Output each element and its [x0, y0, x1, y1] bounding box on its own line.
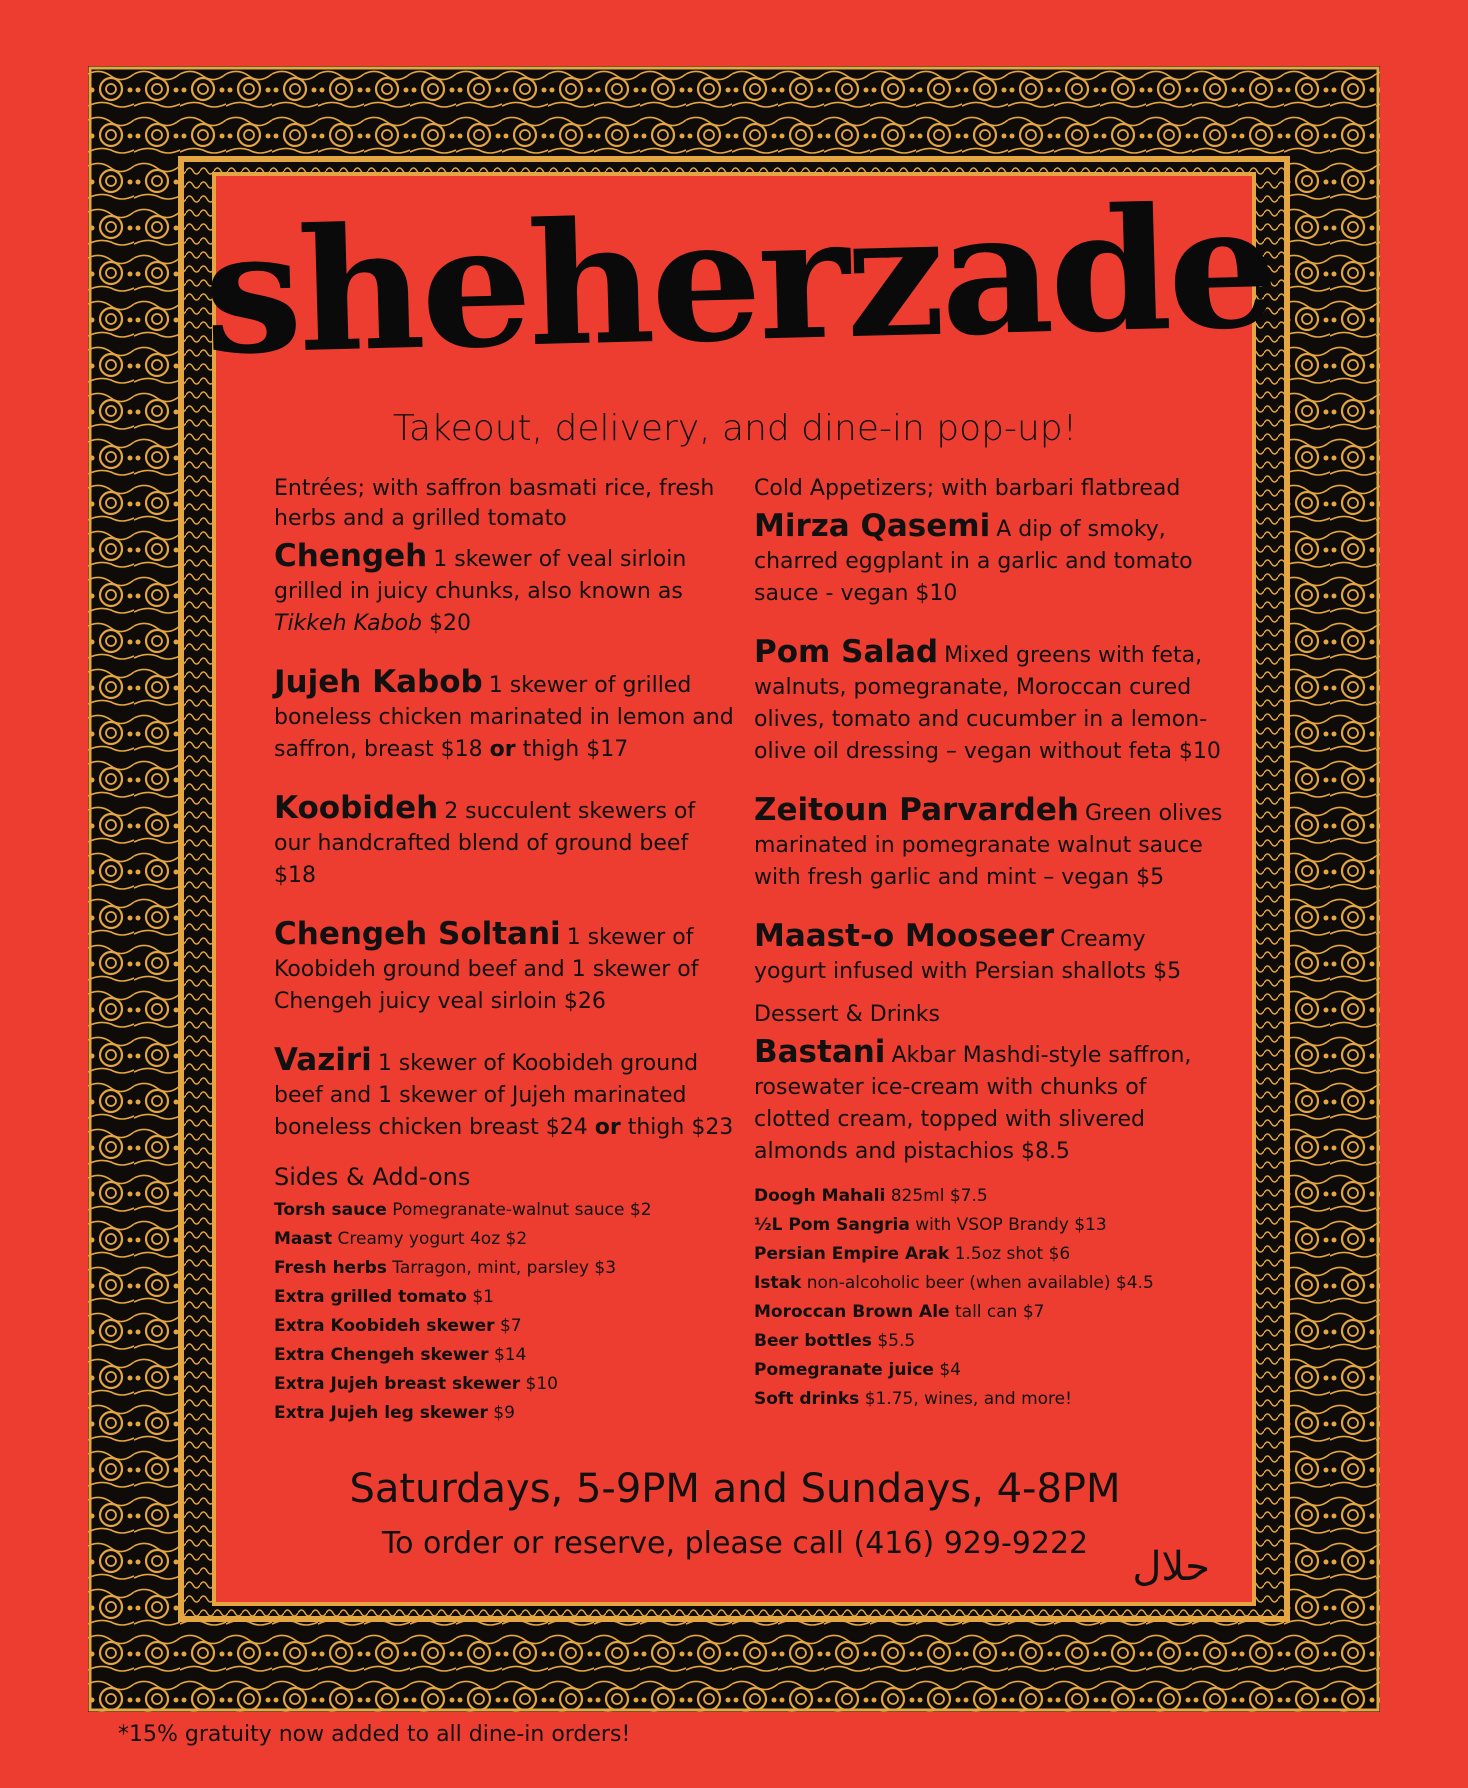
item-desc: Green olives marinated in pomegranate walnut sauce with fresh garlic and mint – vegan $5	[754, 801, 1223, 890]
item-desc2: thigh $23	[627, 1115, 734, 1140]
item-name: Zeitoun Parvardeh	[754, 792, 1079, 828]
side-desc: Tarragon, mint, parsley $3	[392, 1258, 617, 1278]
restaurant-title: sheherzade	[201, 167, 1278, 393]
side-name: Extra grilled tomato	[274, 1287, 467, 1307]
item-price: $20	[429, 611, 472, 636]
sides-list	[274, 1196, 734, 1428]
menu-item-chengeh-soltani	[274, 918, 734, 1018]
menu-item-mirza-qasemi	[754, 510, 1224, 610]
side-item	[274, 1225, 734, 1254]
drink-name: ½L Pom Sangria	[754, 1215, 910, 1235]
drink-item	[754, 1298, 1224, 1327]
drink-name: Doogh Mahali	[754, 1186, 886, 1206]
side-desc: $7	[499, 1316, 522, 1336]
item-or: or	[594, 1115, 621, 1140]
left-column	[274, 474, 734, 1428]
drink-name: Persian Empire Arak	[754, 1244, 950, 1264]
item-name: Pom Salad	[754, 634, 939, 670]
side-name: Torsh sauce	[274, 1200, 387, 1220]
gratuity-footnote: *15% gratuity now added to all dine-in orders!	[118, 1722, 631, 1747]
side-name: Extra Chengeh skewer	[274, 1345, 489, 1365]
side-name: Maast	[274, 1229, 333, 1249]
side-desc: $14	[493, 1345, 527, 1365]
drink-desc: 1.5oz shot $6	[954, 1244, 1071, 1264]
item-name: Mirza Qasemi	[754, 508, 991, 544]
sides-heading: Sides & Add-ons	[274, 1163, 471, 1191]
side-desc: $9	[493, 1403, 515, 1423]
item-name: Chengeh Soltani	[274, 916, 561, 952]
item-or: or	[489, 737, 516, 762]
drink-item	[754, 1182, 1224, 1211]
side-name: Extra Koobideh skewer	[274, 1316, 495, 1336]
menu-item-koobideh	[274, 792, 734, 892]
entrees-heading-line1: Entrées; with saffron basmati rice, fresh	[274, 476, 715, 501]
menu-item-chengeh	[274, 540, 734, 640]
entrees-heading	[274, 474, 734, 534]
item-name: Maast-o Mooseer	[754, 918, 1055, 954]
drink-item	[754, 1211, 1224, 1240]
drink-desc: tall can $7	[954, 1302, 1045, 1322]
item-desc: 1 skewer of veal sirloin grilled in juicy chunks, also known as	[274, 547, 687, 604]
drink-item	[754, 1385, 1224, 1414]
order-phone: To order or reserve, please call (416) 929-9222	[381, 1526, 1089, 1561]
drink-item	[754, 1356, 1224, 1385]
side-item	[274, 1283, 734, 1312]
drinks-list	[754, 1182, 1224, 1414]
side-desc: Creamy yogurt 4oz $2	[337, 1229, 528, 1249]
drink-desc: non-alcoholic beer (when available) $4.5	[806, 1273, 1154, 1293]
menu-panel	[201, 167, 1278, 1594]
item-name: Vaziri	[274, 1042, 372, 1078]
item-desc: 2 succulent skewers of our handcrafted blend of ground beef $18	[274, 799, 696, 888]
menu-item-jujeh-kabob	[274, 666, 734, 766]
drink-item	[754, 1327, 1224, 1356]
item-alias: Tikkeh Kabob	[274, 611, 423, 636]
side-item	[274, 1196, 734, 1225]
drink-desc: with VSOP Brandy $13	[915, 1215, 1107, 1235]
menu-item-pom-salad	[754, 636, 1224, 768]
menu-item-maast-o-mooseer	[754, 920, 1224, 988]
item-desc: A dip of smoky, charred eggplant in a garlic and tomato sauce - vegan $10	[754, 517, 1193, 606]
side-item	[274, 1370, 734, 1399]
subtitle: Takeout, delivery, and dine-in pop-up!	[392, 408, 1078, 449]
item-desc: Mixed greens with feta, walnuts, pomegranate, Moroccan cured olives, tomato and cucumber in a lemon-olive oil dressing – vegan without feta $10	[754, 643, 1221, 764]
right-column	[754, 474, 1224, 1414]
item-name: Bastani	[754, 1034, 886, 1070]
menu-item-vaziri	[274, 1044, 734, 1144]
side-name: Fresh herbs	[274, 1258, 387, 1278]
item-desc2: thigh $17	[522, 737, 629, 762]
cold-appetizers-heading: Cold Appetizers; with barbari flatbread	[754, 476, 1181, 501]
item-name: Jujeh Kabob	[274, 664, 483, 700]
opening-hours: Saturdays, 5-9PM and Sundays, 4-8PM	[349, 1466, 1121, 1512]
menu-item-zeitoun-parvardeh	[754, 794, 1224, 894]
drink-item	[754, 1240, 1224, 1269]
side-item	[274, 1254, 734, 1283]
drink-desc: $1.75, wines, and more!	[864, 1389, 1072, 1409]
side-desc: Pomegranate-walnut sauce $2	[392, 1200, 652, 1220]
item-desc: 1 skewer of Koobideh ground beef and 1 skewer of Jujeh marinated boneless chicken breast $24	[274, 1051, 699, 1140]
drink-desc: $5.5	[877, 1331, 916, 1351]
item-desc: Creamy yogurt infused with Persian shallots $5	[754, 927, 1182, 984]
item-desc: Akbar Mashdi-style saffron, rosewater ice-cream with chunks of clotted cream, topped with slivered almonds and pistachios $8.5	[754, 1043, 1192, 1164]
side-name: Extra Jujeh breast skewer	[274, 1374, 521, 1394]
drink-name: Pomegranate juice	[754, 1360, 934, 1380]
item-name: Chengeh	[274, 538, 428, 574]
drink-name: Beer bottles	[754, 1331, 872, 1351]
side-item	[274, 1399, 734, 1428]
side-item	[274, 1312, 734, 1341]
menu-item-bastani	[754, 1036, 1224, 1168]
item-name: Koobideh	[274, 790, 439, 826]
halal-mark: حلال	[1132, 1544, 1210, 1590]
side-item	[274, 1341, 734, 1370]
drink-item	[754, 1269, 1224, 1298]
drink-name: Moroccan Brown Ale	[754, 1302, 950, 1322]
drink-name: Soft drinks	[754, 1389, 860, 1409]
dessert-heading: Dessert & Drinks	[754, 1002, 940, 1027]
side-name: Extra Jujeh leg skewer	[274, 1403, 488, 1423]
side-desc: $10	[525, 1374, 558, 1394]
item-desc: 1 skewer of Koobideh ground beef and 1 skewer of Chengeh juicy veal sirloin $26	[274, 925, 699, 1014]
drink-desc: 825ml $7.5	[890, 1186, 988, 1206]
drink-name: Istak	[754, 1273, 802, 1293]
drink-desc: $4	[939, 1360, 961, 1380]
item-desc: 1 skewer of grilled boneless chicken marinated in lemon and saffron, breast $18	[274, 673, 734, 762]
entrees-heading-line2: herbs and a grilled tomato	[274, 506, 567, 531]
side-desc: $1	[472, 1287, 494, 1307]
